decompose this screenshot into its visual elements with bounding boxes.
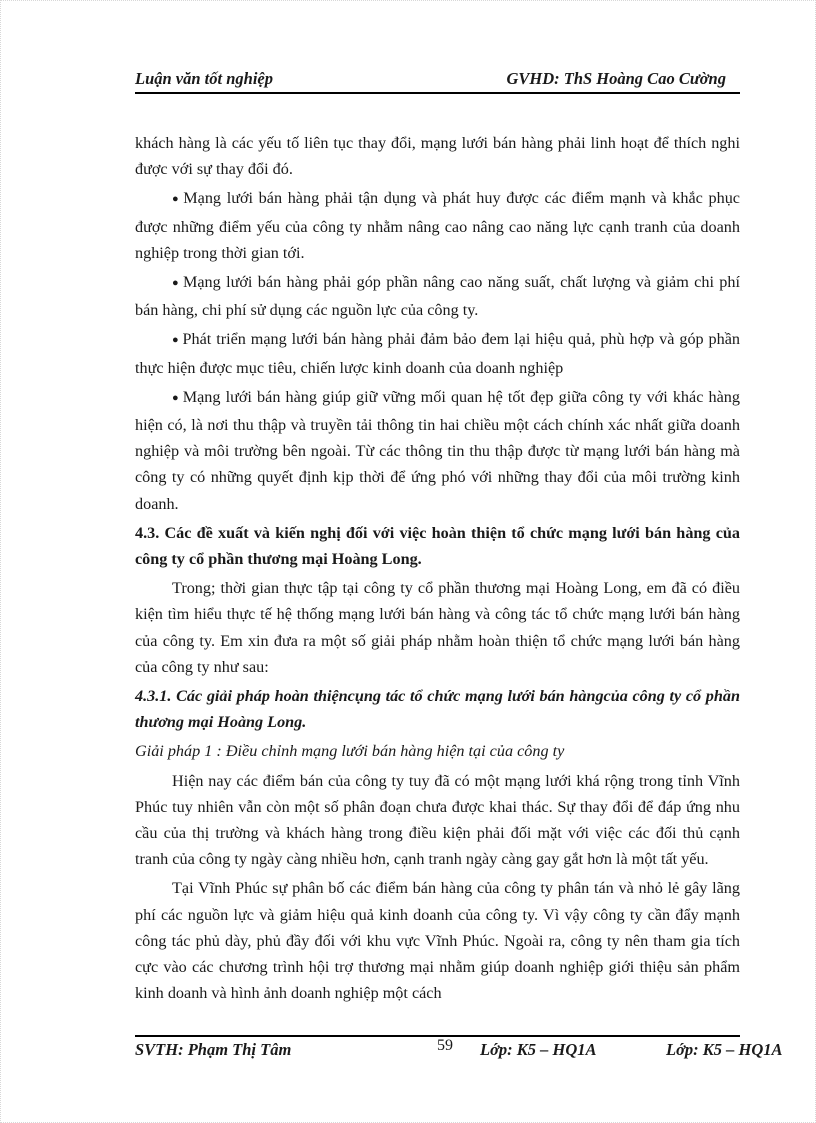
- page-header: [135, 66, 740, 92]
- paragraph: Trong; thời gian thực tập tại công ty cổ phần thương mại Hoàng Long, em đã có điều kiện tìm hiểu thực tế hệ thống mạng lưới bán hàng và công tác tổ chức mạng lưới bán hàng của công ty. Em xin đưa ra một số giải pháp nhằm hoàn thiện tổ chức mạng lưới bán hàng của công ty như sau:: [135, 579, 740, 676]
- bullet-item: [135, 269, 740, 323]
- section-heading-4-3: 4.3. Các đề xuất và kiến nghị đối với việc hoàn thiện tổ chức mạng lưới bán hàng của công ty cổ phần thương mại Hoàng Long.: [135, 523, 740, 569]
- footer-class: Lớp: K5 – HQ1A: [480, 1040, 597, 1059]
- bullet-text: Mạng lưới bán hàng giúp giữ vững mối quan hệ tốt đẹp giữa công ty với khác hàng hiện có, là nơi thu thập và truyền tải thông tin hai chiều một cách chính xác nhất giữa doanh nghiệp và môi trường bên ngoài. Từ các thông tin thu thập được từ mạng lưới bán hàng mà công ty có những quyết định kịp thời để ứng phó với những thay đổi của môi trường kinh doanh.: [135, 387, 740, 513]
- header-thesis-title: Luận văn tốt nghiệp: [135, 69, 273, 88]
- page-footer: [135, 1037, 795, 1061]
- bullet-text: Mạng lưới bán hàng phải góp phần nâng cao năng suất, chất lượng và giảm chi phí bán hàng, chi phí sử dụng các nguồn lực của công ty.: [135, 273, 740, 320]
- bullet-icon: ●: [172, 277, 180, 290]
- footer-class-repeat: Lớp: K5 – HQ1A: [666, 1040, 783, 1059]
- bullet-icon: ●: [172, 391, 180, 404]
- bullet-item: [135, 384, 740, 517]
- paragraph: Tại Vĩnh Phúc sự phân bố các điểm bán hàng của công ty phân tán và nhỏ lẻ gây lãng phí các nguồn lực và giảm hiệu quả kinh doanh của công ty. Vì vậy công ty cần đẩy mạnh công tác phủ dày, phủ đầy đối với khu vực Vĩnh Phúc. Ngoài ra, công ty nên tham gia tích cực vào các chương trình hội trợ thương mại nhằm giúp doanh nghiệp giới thiệu sản phẩm kinh doanh và hình ảnh doanh nghiệp một cách: [135, 879, 740, 1003]
- header-divider: [135, 92, 740, 94]
- bullet-icon: ●: [172, 334, 180, 347]
- bullet-item: [135, 326, 740, 380]
- bullet-text: Mạng lưới bán hàng phải tận dụng và phát huy được các điểm mạnh và khắc phục được những điểm yếu của công ty nhằm nâng cao nâng cao năng lực cạnh tranh của doanh nghiệp trong thời gian tới.: [135, 189, 740, 262]
- paragraph: Hiện nay các điểm bán của công ty tuy đã có một mạng lưới khá rộng trong tỉnh Vĩnh Phúc tuy nhiên vẫn còn một số phân đoạn chưa được khai thác. Sự thay đổi để đáp ứng nhu cầu của thị trường và khách hàng trong điều kiện phải đối mặt với việc các đối thủ cạnh tranh của công ty ngày càng nhiều hơn, cạnh tranh ngày càng gay gắt hơn là một tất yếu.: [135, 771, 740, 869]
- bullet-item: [135, 185, 740, 266]
- section-heading-4-3-1: 4.3.1. Các giải pháp hoàn thiệncụng tác tổ chức mạng lưới bán hàngcủa công ty cổ phần thương mại Hoàng Long.: [135, 687, 740, 732]
- header-supervisor: GVHD: ThS Hoàng Cao Cường: [506, 69, 726, 88]
- paragraph-continuation: khách hàng là các yếu tố liên tục thay đổi, mạng lưới bán hàng phải linh hoạt để thích nghi được với sự thay đổi đó.: [135, 134, 740, 179]
- footer-student: SVTH: Phạm Thị Tâm: [135, 1040, 292, 1059]
- bullet-text: Phát triển mạng lưới bán hàng phải đảm bảo đem lại hiệu quả, phù hợp và góp phần thực hiện được mục tiêu, chiến lược kinh doanh của doanh nghiệp: [135, 330, 740, 377]
- solution-heading: Giải pháp 1 : Điều chỉnh mạng lưới bán hàng hiện tại của công ty: [135, 742, 565, 761]
- document-body: [135, 130, 740, 1010]
- page-number: 59: [437, 1037, 453, 1054]
- bullet-icon: ●: [172, 193, 181, 206]
